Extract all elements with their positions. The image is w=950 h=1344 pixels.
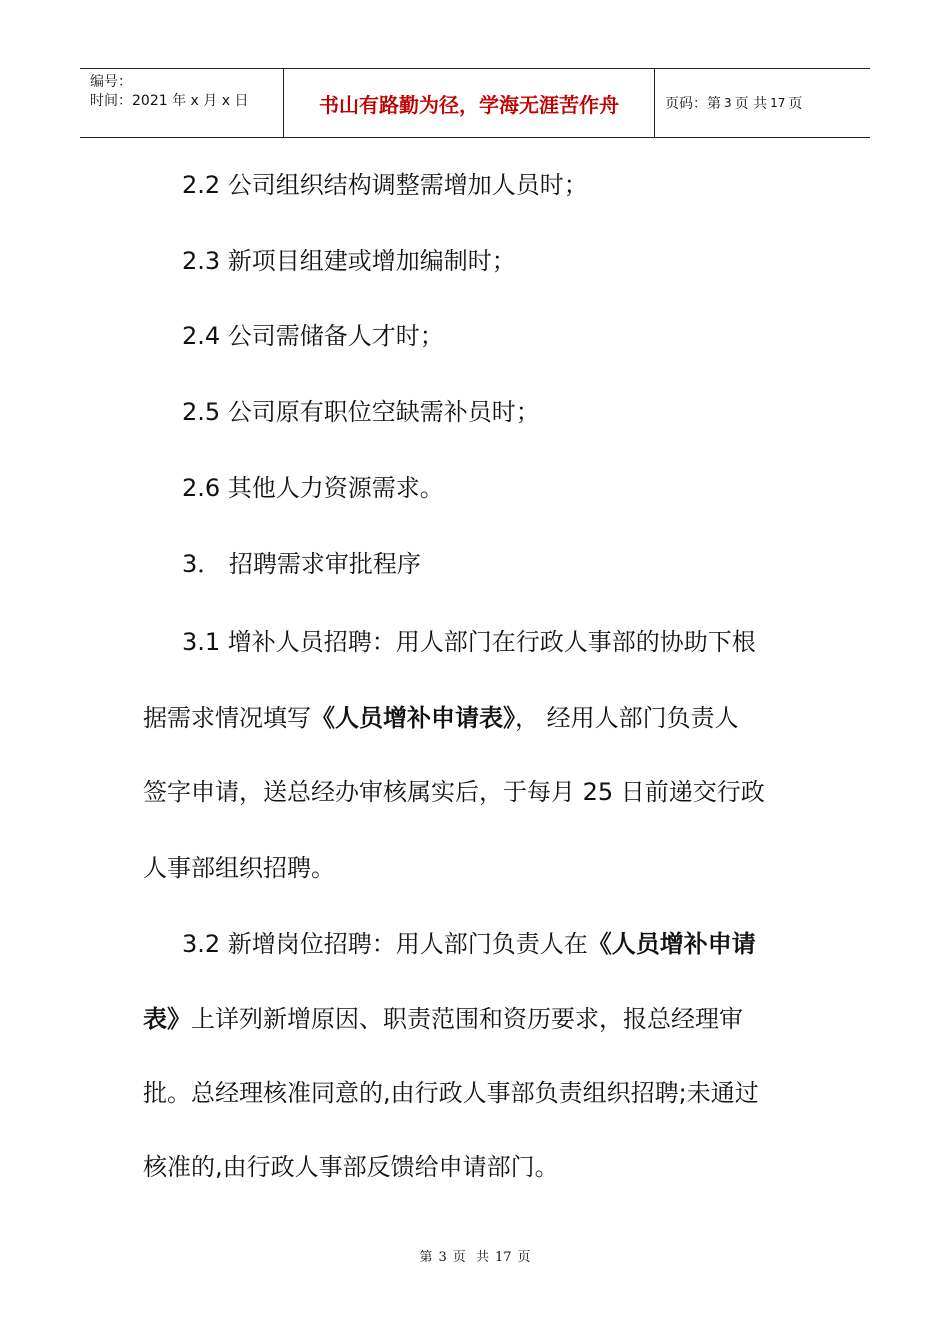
paragraph-2-5: 2.5 公司原有职位空缺需补员时； bbox=[182, 398, 540, 426]
text-run: ， 经用人部门负责人 bbox=[515, 704, 739, 732]
paragraph-3-1-line-4: 人事部组织招聘。 bbox=[143, 854, 335, 882]
paragraph-2-3: 2.3 新项目组建或增加编制时； bbox=[182, 247, 516, 275]
header-page-prefix: 页码：第 bbox=[665, 96, 721, 112]
footer-page-total: 17 bbox=[494, 1250, 512, 1265]
header-page-current: 3 bbox=[724, 96, 732, 110]
footer-suffix: 页 bbox=[517, 1250, 531, 1265]
paragraph-3-2-line-1 bbox=[182, 929, 756, 959]
form-title-bold: 表》 bbox=[143, 1005, 191, 1033]
text-run: 上详列新增原因、职责范围和资历要求，报总经理审 bbox=[191, 1005, 743, 1033]
paragraph-3-2-line-2 bbox=[143, 1004, 743, 1034]
paragraph-2-2: 2.2 公司组织结构调整需增加人员时； bbox=[182, 171, 588, 199]
page-footer bbox=[0, 1246, 950, 1265]
text-run: 据需求情况填写 bbox=[143, 704, 311, 732]
form-title-bold: 《人员增补申请表》 bbox=[311, 704, 515, 732]
header-page-indicator bbox=[655, 69, 870, 137]
paragraph-3-1-line-1: 3.1 增补人员招聘：用人部门在行政人事部的协助下根 bbox=[182, 628, 756, 656]
footer-prefix: 第 bbox=[419, 1250, 433, 1265]
footer-mid1: 页 bbox=[452, 1250, 466, 1265]
paragraph-2-6: 2.6 其他人力资源需求。 bbox=[182, 474, 444, 502]
header-page-suffix: 页 bbox=[788, 96, 803, 112]
paragraph-2-4: 2.4 公司需储备人才时； bbox=[182, 322, 444, 350]
footer-page-current: 3 bbox=[438, 1250, 447, 1265]
paragraph-3-2-line-3: 批。总经理核准同意的,由行政人事部负责组织招聘;未通过 bbox=[143, 1079, 759, 1107]
header-meta bbox=[80, 69, 283, 137]
paragraph-3-2-line-4: 核准的,由行政人事部反馈给申请部门。 bbox=[143, 1153, 559, 1181]
paragraph-3-1-line-3: 签字申请，送总经办审核属实后，于每月 25 日前递交行政 bbox=[143, 778, 765, 806]
document-date-label: 时间：2021 年 x 月 x 日 bbox=[90, 93, 249, 109]
section-heading-3: 3． 招聘需求审批程序 bbox=[182, 550, 421, 578]
paragraph-3-1-line-2 bbox=[143, 703, 739, 733]
header-page-total: 17 bbox=[770, 96, 786, 110]
document-number-label: 编号： bbox=[90, 74, 132, 90]
footer-mid2: 共 bbox=[475, 1250, 489, 1265]
header-motto: 书山有路勤为径，学海无涯苦作舟 bbox=[283, 69, 655, 137]
form-title-bold: 《人员增补申请 bbox=[587, 930, 756, 958]
header-page-mid: 页 共 bbox=[734, 96, 768, 112]
text-run: 3.2 新增岗位招聘：用人部门负责人在 bbox=[182, 930, 588, 958]
page-header bbox=[80, 68, 870, 138]
